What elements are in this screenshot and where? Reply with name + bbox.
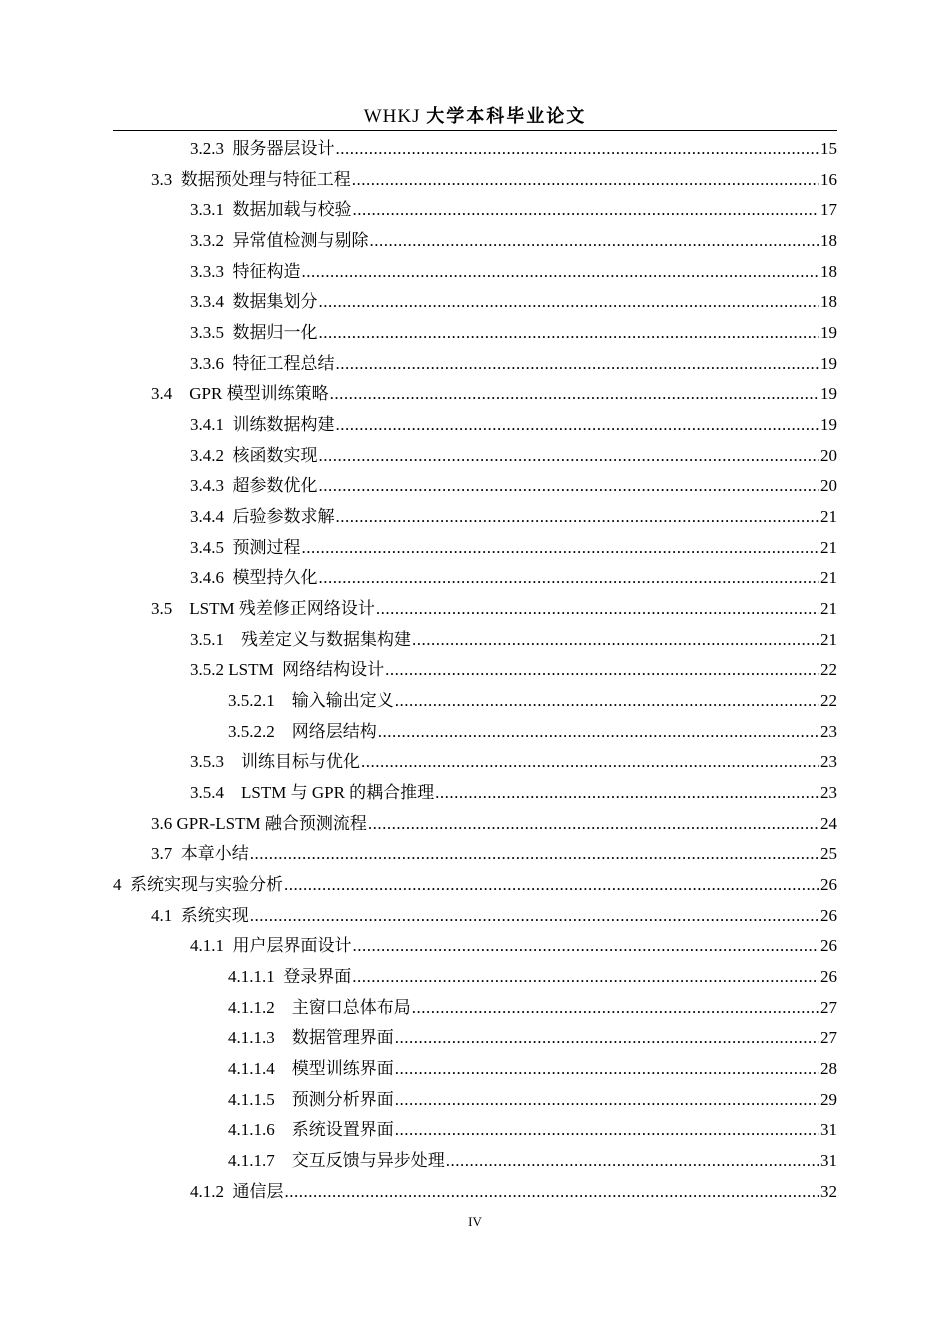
toc-leader-dots xyxy=(285,1177,820,1207)
toc-entry-number: 3.6 xyxy=(151,813,177,833)
toc-entry-page: 32 xyxy=(820,1181,837,1201)
toc-entry-title: 交互反馈与异步处理 xyxy=(291,1151,445,1171)
toc-entry-page: 24 xyxy=(820,813,837,833)
toc-entry-number: 3.3.3 xyxy=(190,261,233,281)
toc-entry-number: 4.1.1.1 xyxy=(228,967,284,987)
toc-entry-number: 3.3.6 xyxy=(190,353,233,373)
toc-entry-page: 20 xyxy=(820,445,837,465)
toc-entry-title: 预测过程 xyxy=(232,537,301,557)
toc-entry-number: 4.1 xyxy=(151,905,181,925)
toc-entry-page: 22 xyxy=(820,691,837,711)
toc-leader-dots xyxy=(284,870,819,900)
toc-entry-title: GPR 模型训练策略 xyxy=(189,384,329,404)
toc-leader-dots xyxy=(250,901,819,931)
toc-entry-number: 4.1.1.4 xyxy=(228,1059,292,1079)
toc-leader-dots xyxy=(368,809,819,839)
toc-entry-title: 超参数优化 xyxy=(232,476,318,496)
toc-entry-title: 模型训练界面 xyxy=(291,1059,394,1079)
toc-leader-dots xyxy=(395,686,819,716)
toc-entry-title: 后验参数求解 xyxy=(232,507,335,527)
toc-entry-page: 16 xyxy=(820,169,837,189)
toc-entry-page: 22 xyxy=(820,660,837,680)
toc-leader-dots xyxy=(395,1023,819,1053)
toc-entry-page: 19 xyxy=(820,415,837,435)
toc-leader-dots xyxy=(395,1115,819,1145)
toc-leader-dots xyxy=(376,594,819,624)
toc-entry-page: 26 xyxy=(820,875,837,895)
toc-entry-number: 3.3.5 xyxy=(190,323,233,343)
toc-entry-number: 4.1.1.2 xyxy=(228,997,292,1017)
toc-entry[interactable] xyxy=(151,839,837,869)
toc-entry-number: 3.5.2.2 xyxy=(228,721,292,741)
toc-entry[interactable] xyxy=(228,1146,837,1176)
toc-entry-number: 3.2.3 xyxy=(190,139,233,158)
page-header xyxy=(113,104,837,130)
toc-entry[interactable] xyxy=(190,931,837,961)
toc-leader-dots xyxy=(319,318,820,348)
toc-entry-number: 4.1.1 xyxy=(190,936,233,956)
toc-entry-title: 数据归一化 xyxy=(232,323,318,343)
toc-entry-title: 数据管理界面 xyxy=(291,1028,394,1048)
toc-entry-number: 3.4.3 xyxy=(190,476,233,496)
toc-entry-title: 本章小结 xyxy=(180,844,249,864)
toc-leader-dots xyxy=(319,563,820,593)
toc-leader-dots xyxy=(370,226,820,256)
toc-entry-number: 4.1.1.6 xyxy=(228,1120,292,1140)
toc-entry-title: 输入输出定义 xyxy=(291,691,394,711)
toc-leader-dots xyxy=(412,625,819,655)
toc-leader-dots xyxy=(336,349,820,379)
toc-entry[interactable] xyxy=(228,686,837,716)
toc-entry[interactable] xyxy=(190,502,837,532)
toc-entry-title: 系统设置界面 xyxy=(291,1120,394,1140)
toc-entry-number: 3.3.2 xyxy=(190,231,233,250)
toc-entry-page: 19 xyxy=(820,323,837,343)
toc-entry[interactable] xyxy=(190,655,837,685)
header-rule xyxy=(113,130,837,131)
toc-leader-dots xyxy=(330,379,819,409)
toc-entry-number: 3.5.3 xyxy=(190,752,241,772)
toc-entry[interactable] xyxy=(190,226,837,256)
toc-entry[interactable] xyxy=(190,625,837,655)
toc-entry-page: 19 xyxy=(820,384,837,404)
toc-leader-dots xyxy=(353,931,820,961)
toc-entry-number: 4.1.1.7 xyxy=(228,1151,292,1171)
toc-leader-dots xyxy=(336,502,820,532)
toc-entry[interactable] xyxy=(190,471,837,501)
toc-entry-title: 残差定义与数据集构建 xyxy=(241,629,411,649)
toc-entry-number: 3.3.4 xyxy=(190,292,233,312)
toc-entry-page: 26 xyxy=(820,936,837,956)
toc-entry[interactable] xyxy=(228,962,837,992)
toc-entry[interactable] xyxy=(190,533,837,563)
toc-leader-dots xyxy=(352,165,819,195)
toc-entry[interactable] xyxy=(190,1177,837,1207)
page-number: IV xyxy=(468,1214,482,1229)
toc-entry[interactable] xyxy=(190,441,837,471)
toc-entry-page: 27 xyxy=(820,1028,837,1048)
toc-leader-dots xyxy=(319,471,820,501)
toc-entry-title: 登录界面 xyxy=(283,967,352,987)
toc-entry-page: 23 xyxy=(820,721,837,741)
toc-entry-title: 网络层结构 xyxy=(291,721,377,741)
toc-entry-title: GPR-LSTM 融合预测流程 xyxy=(176,813,367,833)
toc-entry-number: 3.5.2 xyxy=(190,660,229,680)
toc-entry-page: 18 xyxy=(820,261,837,281)
toc-entry-number: 3.7 xyxy=(151,844,181,864)
toc-entry[interactable] xyxy=(151,809,837,839)
toc-entry[interactable] xyxy=(151,379,837,409)
toc-entry-number: 4.1.1.3 xyxy=(228,1028,292,1048)
toc-entry-page: 27 xyxy=(820,997,837,1017)
toc-entry-title: 预测分析界面 xyxy=(291,1089,394,1109)
toc-entry-number: 3.4 xyxy=(151,384,190,404)
toc-entry-title: 服务器层设计 xyxy=(232,139,335,158)
toc-entry[interactable] xyxy=(190,134,837,164)
toc-leader-dots xyxy=(353,195,820,225)
toc-entry-title: LSTM 网络结构设计 xyxy=(228,660,385,680)
toc-entry-page: 26 xyxy=(820,967,837,987)
toc-entry-page: 20 xyxy=(820,476,837,496)
toc-leader-dots xyxy=(412,993,819,1023)
toc-entry-page: 31 xyxy=(820,1120,837,1140)
toc-entry-title: 数据加载与校验 xyxy=(232,200,352,220)
toc-entry-number: 3.5.2.1 xyxy=(228,691,292,711)
toc-entry-page: 26 xyxy=(820,905,837,925)
toc-entry-page: 23 xyxy=(820,783,837,803)
toc-entry[interactable] xyxy=(228,1085,837,1115)
toc-entry-title: 数据集划分 xyxy=(232,292,318,312)
toc-entry[interactable] xyxy=(151,594,837,624)
toc-entry-number: 3.4.1 xyxy=(190,415,233,435)
toc-entry-number: 4.1.1.5 xyxy=(228,1089,292,1109)
toc-entry[interactable] xyxy=(228,993,837,1023)
toc-entry-page: 21 xyxy=(820,507,837,527)
toc-entry-page: 21 xyxy=(820,568,837,588)
toc-leader-dots xyxy=(336,410,820,440)
toc-entry-title: 核函数实现 xyxy=(232,445,318,465)
toc-leader-dots xyxy=(446,1146,819,1176)
toc-entry-number: 4.1.2 xyxy=(190,1181,233,1201)
toc-entry[interactable] xyxy=(190,287,837,317)
toc-entry[interactable] xyxy=(151,165,837,195)
toc-leader-dots xyxy=(378,717,819,747)
toc-entry[interactable] xyxy=(228,717,837,747)
toc-entry[interactable] xyxy=(151,901,837,931)
toc-entry-title: 数据预处理与特征工程 xyxy=(180,169,351,189)
toc-entry[interactable] xyxy=(190,747,837,777)
toc-entry[interactable] xyxy=(190,563,837,593)
toc-leader-dots xyxy=(395,1054,819,1084)
toc-entry-page: 19 xyxy=(820,353,837,373)
toc-entry-page: 23 xyxy=(820,752,837,772)
toc-entry-title: 特征构造 xyxy=(232,261,301,281)
toc-entry[interactable] xyxy=(190,257,837,287)
toc-entry-page: 29 xyxy=(820,1089,837,1109)
toc-entry-title: LSTM 与 GPR 的耦合推理 xyxy=(241,783,435,803)
toc-leader-dots xyxy=(336,134,820,164)
toc-entry-title: 异常值检测与剔除 xyxy=(232,231,369,250)
toc-leader-dots xyxy=(352,962,819,992)
toc-entry[interactable] xyxy=(190,349,837,379)
toc-entry[interactable] xyxy=(190,778,837,808)
toc-entry-number: 3.5.1 xyxy=(190,629,241,649)
toc-entry[interactable] xyxy=(190,318,837,348)
toc-entry-number: 3.3.1 xyxy=(190,200,233,220)
toc-entry-page: 18 xyxy=(820,292,837,312)
toc-entry-title: 特征工程总结 xyxy=(232,353,335,373)
toc-leader-dots xyxy=(319,441,820,471)
toc-leader-dots xyxy=(302,533,820,563)
header-thesis-title: 大学本科毕业论文 xyxy=(426,106,587,127)
toc-leader-dots xyxy=(319,287,820,317)
toc-entry-page: 25 xyxy=(820,844,837,864)
toc-entry-page: 18 xyxy=(820,231,837,250)
toc-entry-title: 训练目标与优化 xyxy=(241,752,360,772)
toc-leader-dots xyxy=(395,1085,819,1115)
toc-entry-page: 21 xyxy=(820,629,837,649)
toc-entry-number: 3.4.4 xyxy=(190,507,233,527)
toc-entry-number: 3.3 xyxy=(151,169,181,189)
toc-entry-title: 系统实现与实验分析 xyxy=(130,875,283,895)
toc-entry-page: 28 xyxy=(820,1059,837,1079)
toc-entry-title: 通信层 xyxy=(232,1181,284,1201)
toc-leader-dots xyxy=(435,778,819,808)
toc-entry-page: 31 xyxy=(820,1151,837,1171)
toc-entry-page: 21 xyxy=(820,599,837,619)
toc-entry-page: 21 xyxy=(820,537,837,557)
toc-entry-title: 主窗口总体布局 xyxy=(291,997,411,1017)
toc-entry-number: 3.4.6 xyxy=(190,568,233,588)
toc-entry-number: 4 xyxy=(113,875,130,895)
toc-entry[interactable] xyxy=(228,1054,837,1084)
toc-entry[interactable] xyxy=(190,410,837,440)
toc-entry-title: 系统实现 xyxy=(180,905,249,925)
toc-entry-page: 15 xyxy=(820,139,837,158)
toc-entry-title: 用户层界面设计 xyxy=(232,936,352,956)
toc-entry-number: 3.4.2 xyxy=(190,445,233,465)
toc-entry[interactable] xyxy=(228,1023,837,1053)
toc-entry[interactable] xyxy=(113,870,837,900)
toc-leader-dots xyxy=(361,747,819,777)
toc-entry-number: 3.5 xyxy=(151,599,190,619)
toc-entry-title: 模型持久化 xyxy=(232,568,318,588)
toc-entry-number: 3.5.4 xyxy=(190,783,241,803)
toc-entry-number: 3.4.5 xyxy=(190,537,233,557)
header-school-abbrev: WHKJ xyxy=(363,106,421,127)
toc-entry[interactable] xyxy=(228,1115,837,1145)
toc-entry-page: 17 xyxy=(820,200,837,220)
toc-entry[interactable] xyxy=(190,195,837,225)
toc-entry-title: LSTM 残差修正网络设计 xyxy=(189,599,375,619)
toc-leader-dots xyxy=(385,655,819,685)
toc-leader-dots xyxy=(250,839,819,869)
toc-leader-dots xyxy=(302,257,820,287)
toc-entry-title: 训练数据构建 xyxy=(232,415,335,435)
